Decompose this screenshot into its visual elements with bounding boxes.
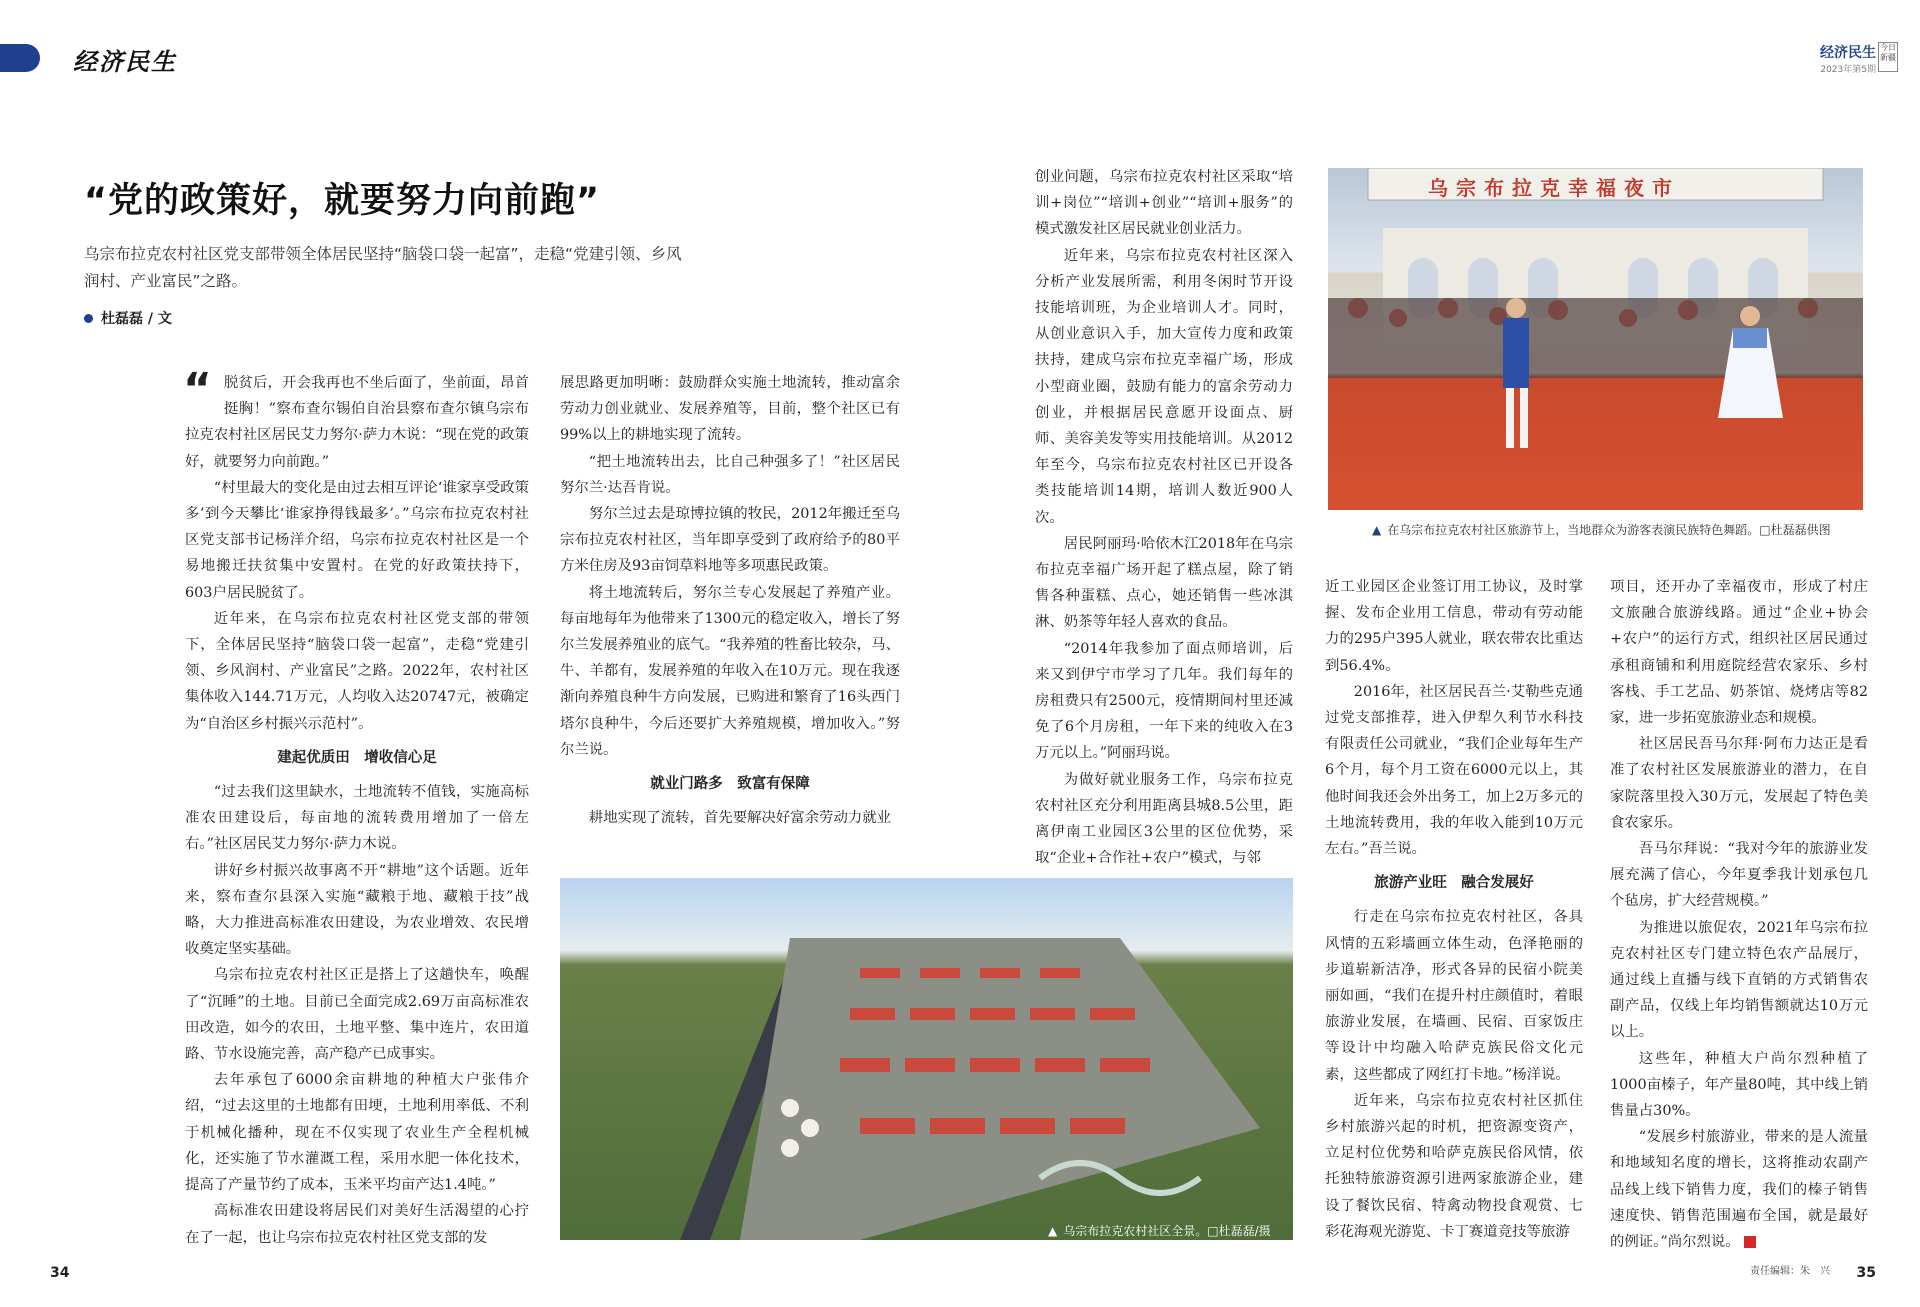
photo-aerial-village xyxy=(560,878,1293,1240)
paragraph: 近年来，乌宗布拉克农村社区深入分析产业发展所需，利用冬闲时节开设技能培训班，为企业培训人才。同时，从创业意识入手，加大宣传力度和政策扶持，建成乌宗布拉克幸福广场，形成小型商业圈，鼓励有能力的富余劳动力创业，并根据居民意愿开设面点、厨师、美容美发等实用技能培训。从2012年至今，乌宗布拉克农村社区已开设各类技能培训14期，培训人数近900人次。 xyxy=(1035,247,1293,526)
quote-mark-icon: “ xyxy=(183,364,212,415)
paragraph: 乌宗布拉克农村社区正是搭上了这趟快车，唤醒了“沉睡”的土地。目前已全面完成2.69万亩高标准农田改造，如今的农田，土地平整、集中连片，农田道路、节水设施完善，高产稳产已成事实。 xyxy=(185,967,529,1063)
page-number-right: 35 xyxy=(1856,1265,1876,1281)
paragraph: 展思路更加明晰：鼓励群众实施土地流转，推动富余劳动力创业就业、发展养殖等，目前，整个社区已有99%以上的耕地实现了流转。 xyxy=(560,375,900,444)
section-title: 经济民生 xyxy=(73,47,177,76)
photo-dance-performance xyxy=(1328,168,1863,510)
column-3 xyxy=(1035,164,1293,871)
photo-sign-text: 乌宗布拉克幸福夜市 xyxy=(1428,176,1680,200)
paragraph: 居民阿丽玛·哈依木江2018年在乌宗布拉克幸福广场开起了糕点屋，除了销售各种蛋糕、点心，她还销售一些冰淇淋、奶茶等年轻人喜欢的食品。 xyxy=(1035,535,1293,631)
paragraph: “把土地流转出去，比自己种强多了！”社区居民努尔兰·达吾肯说。 xyxy=(560,453,900,496)
section-tab xyxy=(0,44,40,72)
paragraph-text: “发展乡村旅游业，带来的是人流量和地域知名度的增长，这将推动农副产品线上线下销售力度，我们的榛子销售速度快、销售范围遍布全国，就是最好的例证。”尚尔烈说。 xyxy=(1610,1129,1868,1251)
article-lead: 乌宗布拉克农村社区党支部带领全体居民坚持“脑袋口袋一起富”，走稳“党建引领、乡风润村、产业富民”之路。 xyxy=(84,245,682,290)
paragraph: 近工业园区企业签订用工协议，及时掌握、发布企业用工信息，带动有劳动能力的295户395人就业，联农带农比重达到56.4%。 xyxy=(1325,579,1583,674)
paragraph: 将土地流转后，努尔兰专心发展起了养殖产业。每亩地每年为他带来了1300元的稳定收入，增长了努尔兰发展养殖业的底气。“我养殖的牲畜比较杂，马、牛、羊都有，发展养殖的年收入在10万元。现在我逐渐向养殖良种牛方向发展，已购进和繁育了16头西门塔尔良种牛，今后还要扩大养殖规模，增加收入。”努尔兰说。 xyxy=(560,584,900,758)
paragraph: 为推进以旅促农，2021年乌宗布拉克农村社区专门建立特色农产品展厅，通过线上直播与线下直销的方式销售农副产品，仅线上年均销售额就达10万元以上。 xyxy=(1610,919,1868,1041)
column-2 xyxy=(560,370,900,831)
paragraph: “2014年我参加了面点师培训，后来又到伊宁市学习了几年。我们每年的房租费只有2500元，疫情期间村里还减免了6个月房租，一年下来的纯收入在3万元以上。”阿丽玛说。 xyxy=(1035,640,1293,762)
subheading: 旅游产业旺 融合发展好 xyxy=(1374,875,1534,892)
subheading: 建起优质田 增收信心足 xyxy=(277,749,437,766)
column-4 xyxy=(1325,574,1583,1245)
paragraph: 行走在乌宗布拉克农村社区，各具风情的五彩墙画立体生动，色泽艳丽的步道崭新洁净，形式各异的民宿小院美丽如画，“我们在提升村庄颜值时，着眼旅游业发展，在墙画、民宿、百家饭庄等设计中均融入哈萨克族民俗文化元素，这些都成了网红打卡地。”杨洋说。 xyxy=(1325,909,1583,1083)
article-title: “党的政策好，就要努力向前跑” xyxy=(84,181,601,221)
photo-caption-text: 在乌宗布拉克农村社区旅游节上，当地群众为游客表演民族特色舞蹈。□杜磊磊供图 xyxy=(1387,523,1831,537)
paragraph: “村里最大的变化是由过去相互评论‘谁家享受政策多’到今天攀比‘谁家挣得钱最多’。”乌宗布拉克农村社区党支部书记杨洋介绍，乌宗布拉克农村社区是一个易地搬迁扶贫集中安置村。在党的好政策扶持下，603户居民脱贫了。 xyxy=(185,479,529,601)
editor-credit: 责任编辑：朱 兴 xyxy=(1750,1266,1830,1277)
running-header-title: 经济民生 xyxy=(1820,45,1876,61)
paragraph: 项目，还开办了幸福夜市，形成了村庄文旅融合旅游线路。通过“企业+协会+农户”的运行方式，组织社区居民通过承租商铺和利用庭院经营农家乐、乡村客栈、手工艺品、奶茶馆、烧烤店等82家，进一步拓宽旅游业态和规模。 xyxy=(1610,579,1868,727)
photo-caption xyxy=(1048,1222,1271,1239)
paragraph: 2016年，社区居民吾兰·艾勒些克通过党支部推荐，进入伊犁久利节水科技有限责任公司就业，“我们企业每年生产6个月，每个月工资在6000元以上，其他时间我还会外出务工，加上2万多元的土地流转费用，我的年收入能到10万元左右。”吾兰说。 xyxy=(1325,683,1583,858)
author-name: 杜磊磊 / 文 xyxy=(101,311,172,327)
paragraph: “过去我们这里缺水，土地流转不值钱，实施高标准农田建设后，每亩地的流转费用增加了一倍左右。”社区居民艾力努尔·萨力木说。 xyxy=(185,784,529,853)
paragraph: 脱贫后，开会我再也不坐后面了，坐前面，昂首挺胸！”察布查尔锡伯自治县察布查尔镇乌宗布拉克农村社区居民艾力努尔·萨力木说：“现在党的政策好，就要努力向前跑。” xyxy=(185,375,529,470)
subheading: 就业门路多 致富有保障 xyxy=(650,776,810,793)
paragraph: 吾马尔拜说：“我对今年的旅游业发展充满了信心，今年夏季我计划承包几个毡房，扩大经营规模。” xyxy=(1610,841,1868,910)
author-bullet-icon xyxy=(84,314,93,323)
photo-caption-text: 乌宗布拉克农村社区全景。□杜磊磊/摄 xyxy=(1063,1224,1271,1238)
paragraph: 近年来，在乌宗布拉克农村社区党支部的带领下，全体居民坚持“脑袋口袋一起富”，走稳“党建引领、乡风润村、产业富民”之路。2022年，农村社区集体收入144.71万元，人均收入达20747元，被确定为“自治区乡村振兴示范村”。 xyxy=(185,610,529,732)
paragraph: 创业问题，乌宗布拉克农村社区采取“培训+岗位”“培训+创业”“培训+服务”的模式激发社区居民就业创业活力。 xyxy=(1035,169,1293,238)
column-5 xyxy=(1610,574,1868,1255)
running-header-issue: 2023年第5期 xyxy=(1820,65,1876,75)
paragraph: 近年来，乌宗布拉克农村社区抓住乡村旅游兴起的时机，把资源变资产，立足村位优势和哈萨克族民俗风情，依托独特旅游资源引进两家旅游企业，建设了餐饮民宿、特禽动物投食观赏、七彩花海观光游览、卡丁赛道竞技等旅游 xyxy=(1325,1092,1583,1240)
paragraph: 社区居民吾马尔拜·阿布力达正是看准了农村社区发展旅游业的潜力，在自家院落里投入30万元，发展起了特色美食农家乐。 xyxy=(1610,736,1868,831)
page-number-left: 34 xyxy=(50,1265,70,1281)
paragraph xyxy=(1610,1124,1868,1255)
end-mark-icon xyxy=(1744,1236,1756,1248)
paragraph: 高标准农田建设将居民们对美好生活渴望的心拧在了一起，也让乌宗布拉克农村社区党支部的发 xyxy=(185,1203,529,1246)
caption-triangle-icon: ▲ xyxy=(1048,1224,1058,1238)
column-1 xyxy=(183,364,529,1251)
magazine-logo: 今日新疆 xyxy=(1878,42,1898,72)
paragraph: 为做好就业服务工作，乌宗布拉克农村社区充分利用距离县城8.5公里，距离伊南工业园区3公里的区位优势，采取“企业+合作社+农户”模式，与邻 xyxy=(1035,771,1293,867)
running-header xyxy=(1820,42,1876,75)
paragraph: 努尔兰过去是琼博拉镇的牧民，2012年搬迁至乌宗布拉克农村社区，当年即享受到了政府给予的80平方米住房及93亩饲草料地等多项惠民政策。 xyxy=(560,506,900,575)
photo-illustration xyxy=(560,878,1293,1240)
photo-illustration xyxy=(1328,168,1863,510)
caption-triangle-icon: ▲ xyxy=(1372,523,1382,537)
photo-caption xyxy=(1372,521,1831,538)
paragraph: 耕地实现了流转，首先要解决好富余劳动力就业 xyxy=(588,810,892,827)
paragraph: 这些年，种植大户尚尔烈种植了1000亩榛子，年产量80吨，其中线上销售量占30%。 xyxy=(1610,1050,1868,1120)
paragraph: 讲好乡村振兴故事离不开“耕地”这个话题。近年来，察布查尔县深入实施“藏粮于地、藏粮于技”战略，大力推进高标准农田建设，为农业增效、农民增收奠定坚实基础。 xyxy=(185,862,529,958)
article-author xyxy=(84,308,172,328)
paragraph: 去年承包了6000余亩耕地的种植大户张伟介绍，“过去这里的土地都有田埂，土地利用率低、不利于机械化播种，现在不仅实现了农业生产全程机械化，还实施了节水灌溉工程，采用水肥一体化技术，提高了产量节约了成本，玉米平均亩产达1.4吨。” xyxy=(185,1072,529,1194)
